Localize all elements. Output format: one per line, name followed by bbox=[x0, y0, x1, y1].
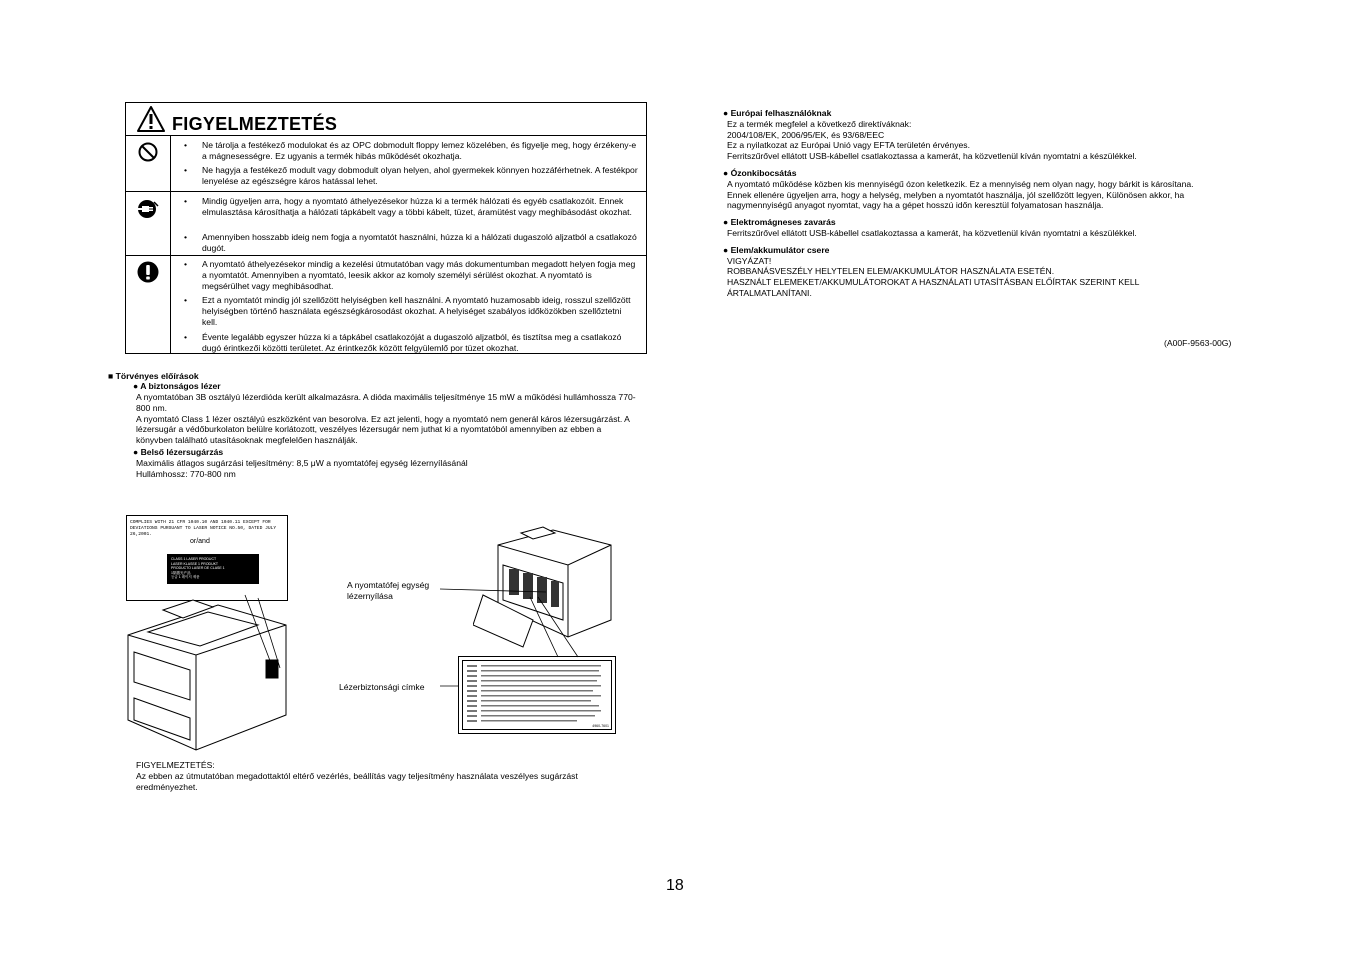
list-item: • Évente legalább egyszer húzza ki a tápkábel csatlakozóját a dugaszoló aljzatból, és tisztítsa meg a csatlakozó dugó érintkezői közötti területet. Az érintkezők között felgyülemlő por tüzet okozhat. bbox=[184, 332, 622, 353]
printhead-aperture-label: A nyomtatófej egység lézernyílása bbox=[347, 580, 430, 601]
list-item: • Amennyiben hosszabb ideig nem fogja a nyomtatót használni, húzza ki a hálózati dugaszoló aljzatból a csatlakozó dugót. bbox=[184, 232, 637, 253]
sticker-id: 4960-7601 bbox=[592, 724, 609, 728]
sticker-pointer-lines bbox=[528, 595, 588, 660]
section-battery bbox=[723, 245, 1243, 299]
section-emc bbox=[723, 217, 1243, 239]
ozone-text: A nyomtató működése közben kis mennyiségű ózon keletkezik. Ez a mennyiség nem olyan nagy, hogy bárkit is károsítana. Ennek ellenére ügyeljen arra, hogy a helység, melyben a nyomtatót használja, jól szellőzött legyen, Különösen akkor, ha nagymennyiségű anyagot nyomtat, vagy ha a gépet hosszú időn keresztül folyamatosan használja. bbox=[727, 178, 1194, 211]
sticker-inner bbox=[462, 660, 612, 730]
warning-group-mandatory bbox=[126, 256, 646, 354]
laser-safety-label-caption: Lézerbiztonsági címke bbox=[339, 682, 425, 692]
footer-warning-text: Az ebben az útmutatóban megadottaktól eltérő vezérlés, beállítás vagy teljesítmény használata veszélyes sugárzást eredményezhet. bbox=[136, 771, 578, 792]
laser-label-figure bbox=[108, 500, 628, 760]
list-item: • Ne tárolja a festékező modulokat és az OPC dobmodult floppy lemez közelében, és figyelje meg, hogy érzékeny-e a mágnesességre. Ez ugyanis a termék hibás működését okozhatja. bbox=[184, 140, 637, 161]
laser-safety-label-sticker bbox=[458, 656, 616, 734]
right-column bbox=[723, 108, 1243, 305]
warning-triangle-icon bbox=[137, 106, 165, 132]
or-and-text: or/and bbox=[190, 538, 210, 545]
ozone-heading: ● Ózonkibocsátás bbox=[723, 167, 797, 178]
list-item: • Ne hagyja a festékező modult vagy dobmodult olyan helyen, ahol gyermekek könnyen hozzáférhetnek. A festékpor lenyelése az egészségre káros hatással lehet. bbox=[184, 165, 638, 186]
warning-header bbox=[126, 103, 646, 136]
subheading-laser-safety: ● A biztonságos lézer bbox=[133, 381, 221, 391]
battery-text: VIGYÁZAT! ROBBANÁSVESZÉLY HELYTELEN ELEM/AKKUMULÁTOR HASZNÁLATA ESETÉN. HASZNÁLT ELEMEKET/AKKUMULÁTOROKAT A HASZNÁLATI UTASÍTÁSBAN ELŐÍRTAK SZERINT KELL ÁRTALMATLANÍTANI. bbox=[727, 255, 1140, 298]
laser-safety-text: A nyomtatóban 3B osztályú lézerdióda került alkalmazásra. A dióda maximális teljesítménye 15 mW a működési hullámhossza 770-800 nm. A nyomtató Class 1 lézer osztályú eszközként van besorolva. Ez azt jelenti, hogy a nyomtató nem generál káros lézersugárzást. A lézersugár a védőburkolaton belülre korlátozott, veszélyes lézersugár nem juthat ki a nyomtatóból amennyiben az ebben a könyvben található utasításoknak megfelelően használják. bbox=[136, 392, 636, 446]
unplug-icon bbox=[137, 199, 159, 219]
section-eu bbox=[723, 108, 1243, 162]
subheading-internal-radiation: ● Belső lézersugárzás bbox=[133, 447, 224, 457]
eu-text: Ez a termék megfelel a következő direktíváknak: 2004/108/EK, 2006/95/EK, és 93/68/EEC Ez a nyilatkozat az Európai Unió vagy EFTA területén érvényes. Ferritszűrővel ellátott USB-kábellel csatlakoztassa a kamerát, ha közvetlenül kíván nyomtatni a készülékkel. bbox=[727, 118, 1137, 162]
eu-heading: ● Európai felhasználóknak bbox=[723, 108, 832, 118]
no-symbol-icon bbox=[138, 142, 158, 162]
page-number: 18 bbox=[666, 877, 684, 894]
warning-group-unplug bbox=[126, 192, 646, 256]
emc-text: Ferritszűrővel ellátott USB-kábellel csatlakoztassa a kamerát, ha közvetlenül kíván nyomtatni a készülékkel. bbox=[727, 227, 1137, 238]
list-item: • Mindig ügyeljen arra, hogy a nyomtató áthelyezésekor húzza ki a termék hálózati és egyéb csatlakozóit. Ennek elmulasztása károsíthatja a hálózati tápkábelt vagy a többi kábelt, tüzet, áramütést vagy meghibásodást okozhat. bbox=[184, 196, 632, 217]
list-item: • Ezt a nyomtatót mindig jól szellőzött helyiségben kell használni. A nyomtató huzamosabb ideig, rosszul szellőzött helyiségben történő használata egészségkárosodást okozhat. A helyiséget szabályos időközökben szellőztetni kell. bbox=[184, 295, 631, 327]
warning-group-prohibition bbox=[126, 136, 646, 192]
class1-text: CLASS 1 LASER PRODUCT LASER KLASSE 1 PRODUKT PRODUCTO LASER DE CLASE 1 1類激光产品 등급 1 레이저 제품 bbox=[171, 557, 225, 580]
exclamation-icon bbox=[137, 261, 159, 283]
warning-box bbox=[125, 102, 647, 354]
document-code: (A00F-9563-00G) bbox=[1164, 338, 1232, 348]
sticker-text-lines bbox=[465, 663, 609, 727]
section-heading-regulations: ■ Törvényes előírások bbox=[108, 371, 199, 381]
battery-heading: ● Elem/akkumulátor csere bbox=[723, 244, 830, 255]
printer-front-illustration bbox=[108, 580, 308, 755]
emc-heading: ● Elektromágneses zavarás bbox=[723, 217, 836, 228]
internal-radiation-text: Maximális átlagos sugárzási teljesítmény: 8,5 μW a nyomtatófej egység lézernyílásánál Hullámhossz: 770-800 nm bbox=[136, 458, 468, 479]
warning-title: FIGYELMEZTETÉS bbox=[172, 114, 338, 134]
section-ozone bbox=[723, 168, 1243, 211]
footer-warning-title: FIGYELMEZTETÉS: bbox=[136, 760, 215, 770]
compliance-text: COMPLIES WITH 21 CFR 1040.10 AND 1040.11 EXCEPT FOR DEVIATIONS PURSUANT TO LASER NOTICE NO.50, DATED JULY 26,2001. bbox=[130, 520, 277, 537]
list-item: • A nyomtató áthelyezésekor mindig a kezelési útmutatóban vagy más dokumentumban megadott helyen fogja meg a nyomtatót. Amennyiben a nyomtató, leesik akkor az komoly személyi sérülést okozhat. A nyomtató is megsérülhet vagy meghibásodhat. bbox=[184, 259, 636, 291]
